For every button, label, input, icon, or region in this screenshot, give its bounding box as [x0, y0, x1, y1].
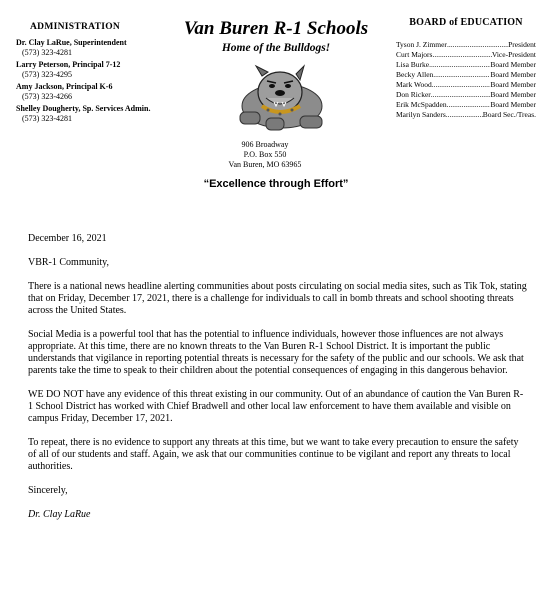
board-member [396, 100, 536, 110]
staff-name: Amy Jackson, Principal K-6 [16, 82, 113, 91]
board-member-role: Board Member [490, 100, 536, 109]
staff-phone: (573) 323-4266 [22, 92, 72, 101]
board-member-role: President [508, 40, 536, 49]
board-member [396, 80, 536, 90]
staff-name: Shelley Dougherty, Sp. Services Admin. [16, 104, 151, 113]
board-member-name: Curt Majors [396, 50, 433, 59]
board-member-name: Mark Wood [396, 80, 432, 89]
board-member-role: Board Member [490, 70, 536, 79]
staff-phone: (573) 323-4281 [22, 114, 72, 123]
school-title: Van Buren R-1 Schools [183, 18, 369, 39]
board-member [396, 90, 536, 100]
letter-date: December 16, 2021 [28, 233, 107, 244]
board-member-name: Marilyn Sanders [396, 110, 446, 119]
staff-entry [16, 38, 181, 58]
board-heading: BOARD of EDUCATION [409, 17, 523, 28]
staff-name: Larry Peterson, Principal 7-12 [16, 60, 121, 69]
administration-block [16, 22, 181, 126]
bulldog-mascot-icon [218, 60, 338, 136]
letter-paragraph: Social Media is a powerful tool that has the potential to influence individuals, however those influences are not always appropriate. At this time, there are no known threats to the Van Buren R-1 School District. It is important the public understands that vigilance in reporting potential threats is necessary for the safety of the public and our schools. We ask that parents take the time to speak to their children about the potential consequences of engaging in this dangerous behavior. [28, 329, 524, 376]
board-member [396, 110, 536, 120]
staff-entry [16, 60, 181, 80]
board-member-role: Board Member [490, 90, 536, 99]
letter-body [28, 233, 528, 533]
letter-paragraph: WE DO NOT have any evidence of this threat existing in our community. Out of an abundance of caution the Van Buren R-1 School District has worked with Chief Bradwell and other local law enforcement to have them available and visible on campus Friday, December 17, 2021. [28, 389, 524, 424]
school-subtitle: Home of the Bulldogs! [221, 42, 331, 54]
board-member [396, 70, 536, 80]
address-line: Van Buren, MO 63965 [228, 160, 302, 169]
board-member-role: Vice-President [491, 50, 536, 59]
board-member [396, 40, 536, 50]
board-member [396, 60, 536, 70]
letter-paragraph: There is a national news headline alerting communities about posts circulating on social media sites, such as Tik Tok, stating that on Friday, December 17, 2021, there is a challenge for individuals to call in bomb threats and school shooting threats across the United States. [28, 281, 527, 316]
staff-entry [16, 104, 181, 124]
staff-name: Dr. Clay LaRue, Superintendent [16, 38, 127, 47]
board-block [396, 18, 536, 120]
letter-paragraph: To repeat, there is no evidence to support any threats at this time, but we want to take every precaution to ensure the safety of all of our students and staff. Again, we ask that our communities continue to be vigilant and report any threats to local authorities. [28, 437, 519, 472]
school-motto: “Excellence through Effort” [203, 178, 349, 190]
address-line: 906 Broadway [241, 140, 289, 149]
letter-signature: Dr. Clay LaRue [28, 509, 91, 520]
letter-salutation: VBR-1 Community, [28, 257, 110, 268]
staff-entry [16, 82, 181, 102]
board-member-role: Board Sec./Treas. [482, 110, 536, 119]
school-address [200, 140, 330, 170]
board-member-name: Don Ricker [396, 90, 431, 99]
board-member-name: Erik McSpadden [396, 100, 447, 109]
school-header [170, 18, 382, 55]
board-member-name: Lisa Burke [396, 60, 430, 69]
administration-heading: ADMINISTRATION [30, 22, 121, 32]
board-member-name: Tyson J. Zimmer [396, 40, 447, 49]
board-member-role: Board Member [490, 80, 536, 89]
board-member-role: Board Member [490, 60, 536, 69]
board-member [396, 50, 536, 60]
staff-phone: (573) 323-4295 [22, 70, 72, 79]
letter-closing: Sincerely, [28, 485, 68, 496]
board-member-name: Becky Allen [396, 70, 434, 79]
address-line: P.O. Box 550 [243, 150, 287, 159]
staff-phone: (573) 323-4281 [22, 48, 72, 57]
